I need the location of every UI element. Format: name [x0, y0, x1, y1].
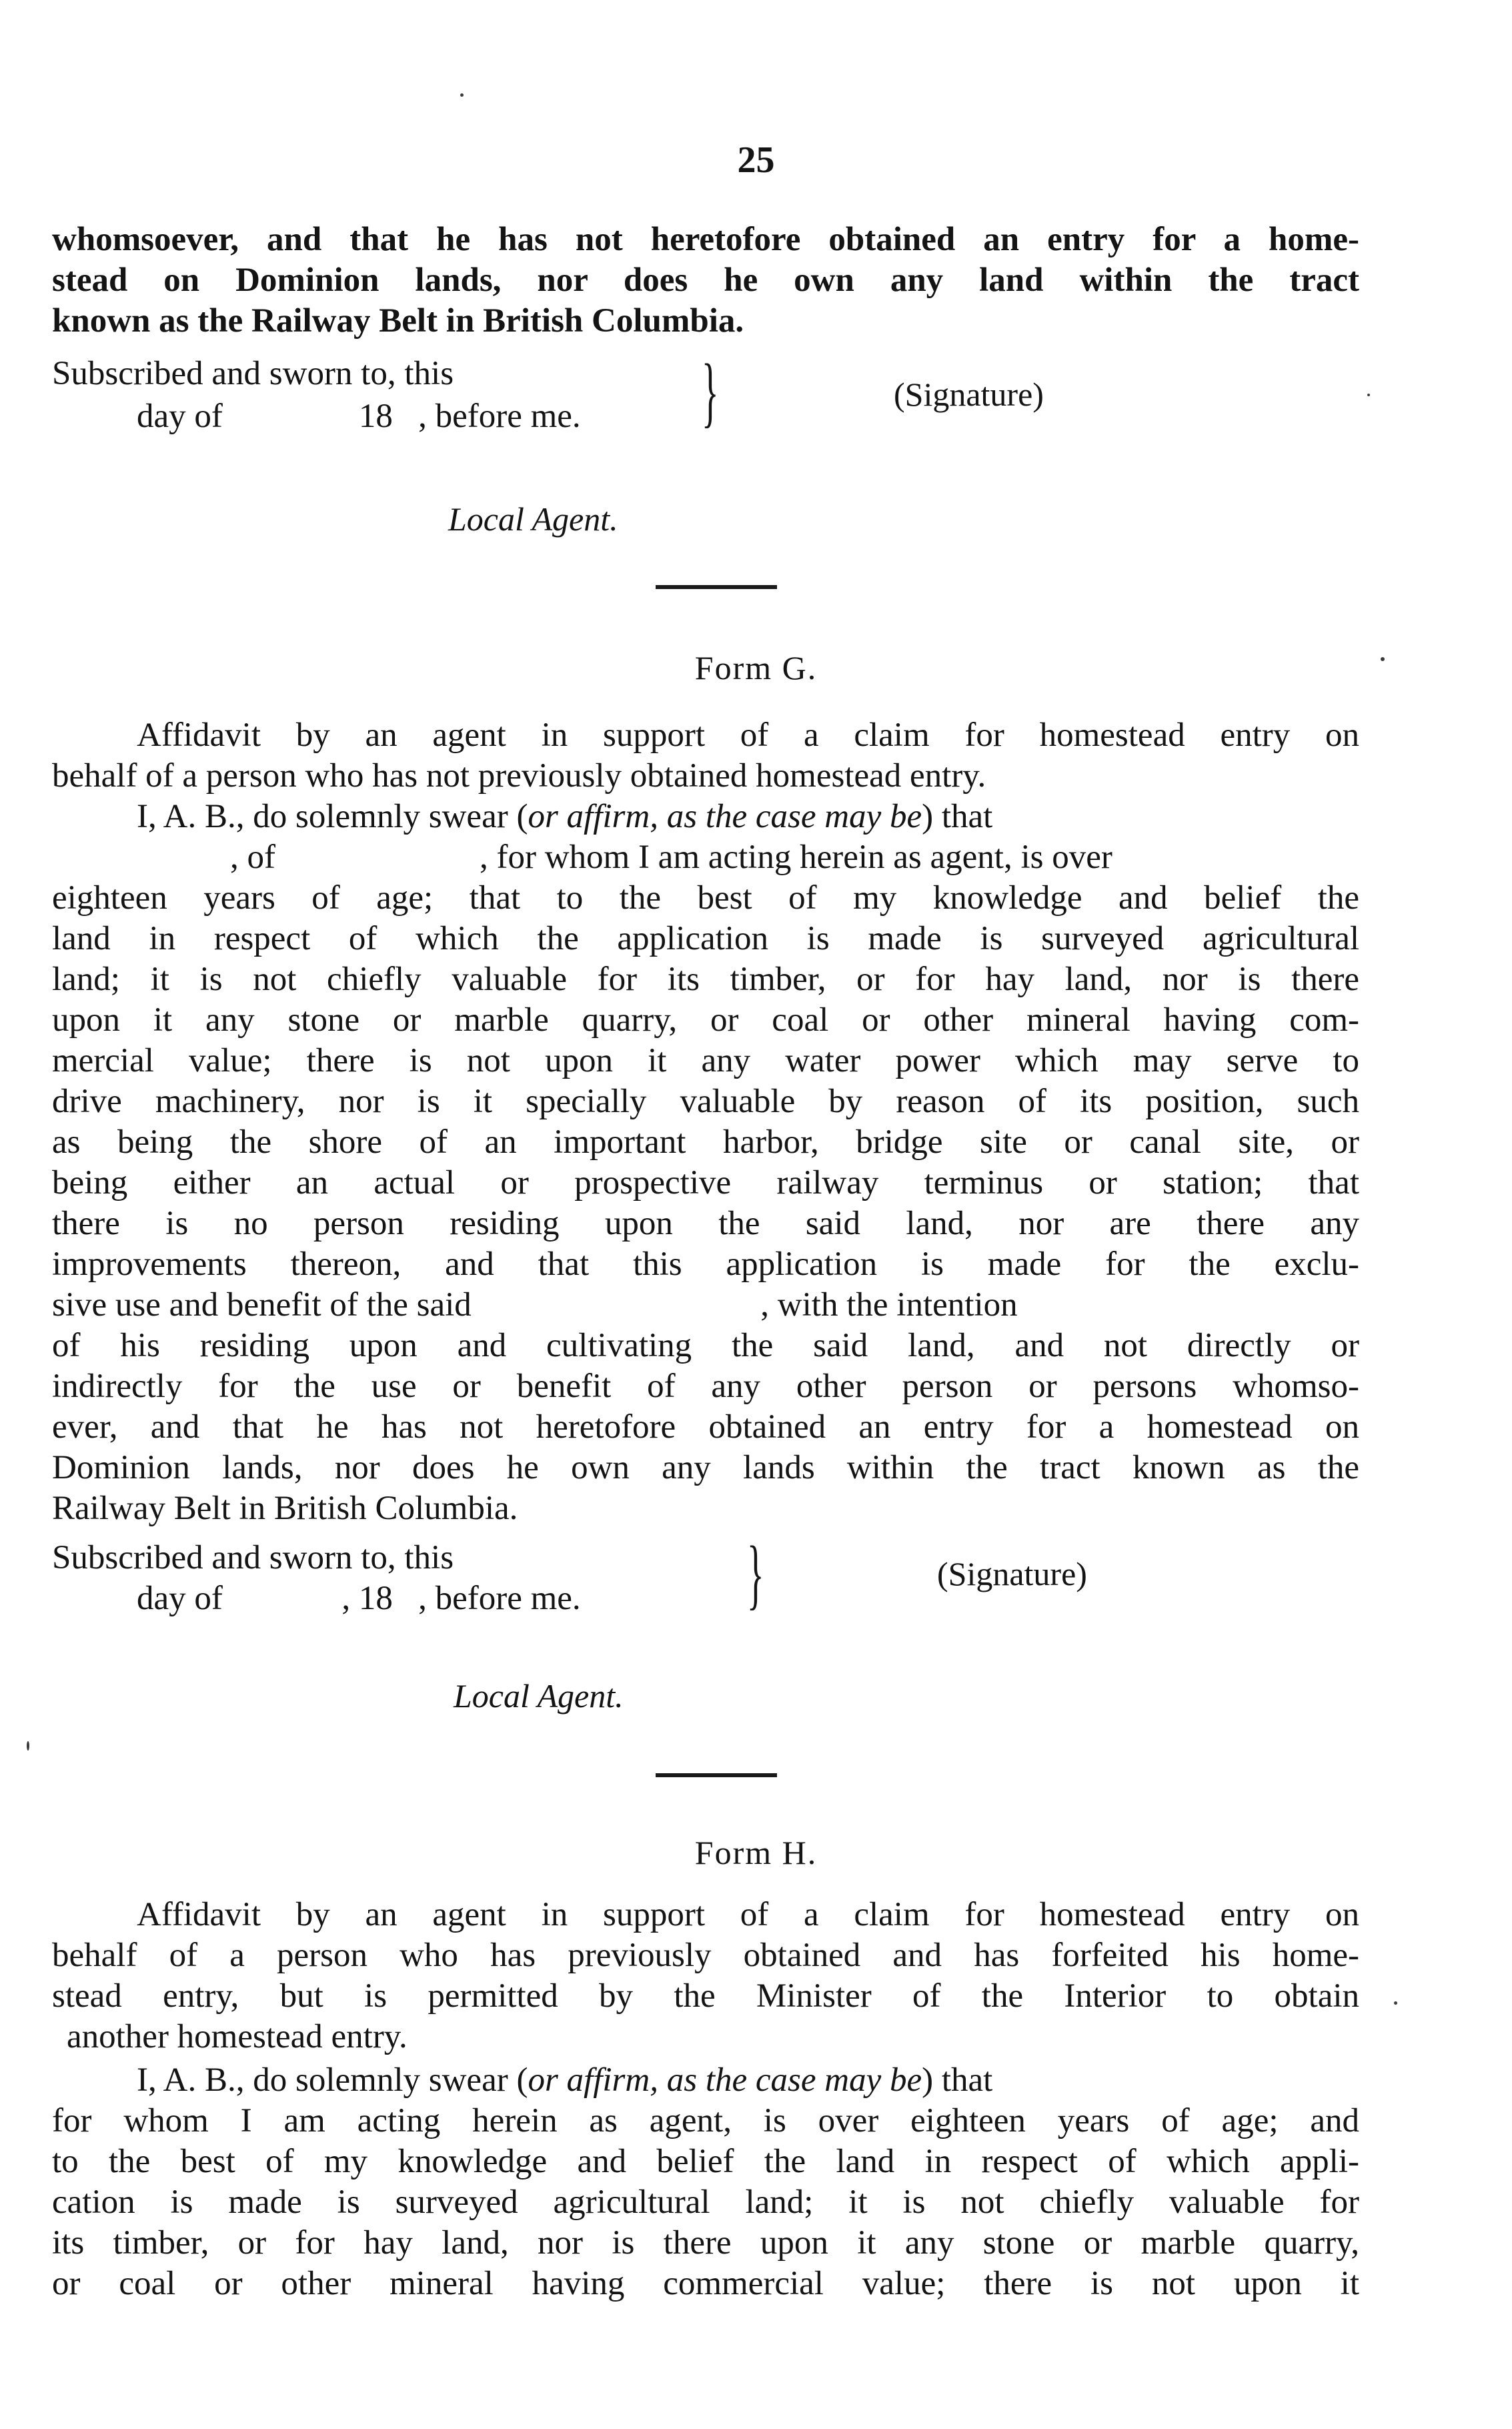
scan-speck: [1394, 2001, 1397, 2005]
form-h-body-line: to the best of my knowledge and belief the land in respect of which appli-: [52, 2143, 1359, 2180]
form-g-intro-line: behalf of a person who has not previously obtained homestead entry.: [52, 757, 986, 795]
page-number: 25: [737, 139, 775, 181]
section-divider: [656, 585, 777, 589]
form-h-intro-line: another homestead entry.: [67, 2018, 408, 2055]
form-h-oath-line: [137, 2060, 992, 2101]
form-g-body-line: ever, and that he has not heretofore obtained an entry for a homestead on: [52, 1408, 1359, 1446]
form-h-intro-line: stead entry, but is permitted by the Minister of the Interior to obtain: [52, 1977, 1359, 2015]
continuation-line: known as the Railway Belt in British Columbia.: [52, 302, 744, 340]
form-g-body-line: mercial value; there is not upon it any water power which may serve to: [52, 1042, 1359, 1079]
continuation-line: stead on Dominion lands, nor does he own any land within the tract: [52, 262, 1359, 299]
scan-speck: [27, 1741, 29, 1751]
form-h-body-line: for whom I am acting herein as agent, is over eighteen years of age; and: [52, 2102, 1359, 2139]
form-h-body-line: its timber, or for hay land, nor is there upon it any stone or marble quarry,: [52, 2224, 1359, 2262]
oath-italic: or affirm, as the case may be: [528, 798, 922, 835]
brace-glyph: }: [747, 1530, 764, 1617]
form-g-body-line: eighteen years of age; that to the best of my knowledge and belief the: [52, 879, 1359, 917]
jurat-line-1: Subscribed and sworn to, this: [52, 355, 454, 392]
form-h-heading: Form H.: [694, 1834, 818, 1871]
jurat-line-2: day of , 18 , before me.: [137, 1580, 581, 1617]
form-h-intro-line: Affidavit by an agent in support of a claim for homestead entry on: [137, 1896, 1359, 1933]
oath-italic: or affirm, as the case may be: [528, 2061, 922, 2099]
form-h-intro-line: behalf of a person who has previously obtained and has forfeited his home-: [52, 1937, 1359, 1974]
oath-suffix: ) that: [922, 2061, 993, 2099]
form-g-body-line: drive machinery, nor is it specially valuable by reason of its position, such: [52, 1083, 1359, 1120]
form-g-oath-line: [137, 797, 992, 837]
form-g-heading: Form G.: [694, 649, 818, 686]
form-g-intro-line: Affidavit by an agent in support of a claim for homestead entry on: [137, 716, 1359, 754]
scan-speck: [1381, 657, 1385, 661]
brace-glyph: }: [702, 348, 719, 435]
oath-suffix: ) that: [922, 798, 993, 835]
local-agent-label: Local Agent.: [448, 500, 618, 538]
form-h-body-line: or coal or other mineral having commercial value; there is not upon it: [52, 2265, 1359, 2302]
oath-prefix: I, A. B., do solemnly swear (: [137, 2061, 528, 2099]
form-g-body-line: upon it any stone or marble quarry, or coal or other mineral having com-: [52, 1001, 1359, 1039]
oath-prefix: I, A. B., do solemnly swear (: [137, 798, 528, 835]
jurat-line-1: Subscribed and sworn to, this: [52, 1539, 454, 1576]
form-g-body-line: indirectly for the use or benefit of any other person or persons whomso-: [52, 1368, 1359, 1405]
local-agent-label: Local Agent.: [454, 1677, 624, 1715]
continuation-line: whomsoever, and that he has not heretofore obtained an entry for a home-: [52, 221, 1359, 258]
signature-label: (Signature): [937, 1555, 1087, 1592]
scan-speck: [460, 93, 464, 97]
form-g-body-line: of his residing upon and cultivating the said land, and not directly or: [52, 1327, 1359, 1364]
form-g-body-line: Dominion lands, nor does he own any lands within the tract known as the: [52, 1449, 1359, 1486]
form-g-body-line: improvements thereon, and that this application is made for the exclu-: [52, 1246, 1359, 1283]
form-g-body-line: there is no person residing upon the said land, nor are there any: [52, 1205, 1359, 1242]
signature-label: (Signature): [894, 376, 1044, 413]
form-g-body-line: being either an actual or prospective railway terminus or station; that: [52, 1164, 1359, 1201]
form-g-body-line: land in respect of which the application is made is surveyed agricultural: [52, 920, 1359, 957]
form-h-body-line: cation is made is surveyed agricultural land; it is not chiefly valuable for: [52, 2183, 1359, 2221]
section-divider: [656, 1773, 777, 1777]
form-g-body-line: land; it is not chiefly valuable for its timber, or for hay land, nor is there: [52, 961, 1359, 998]
form-g-body-line: sive use and benefit of the said , with the intention: [52, 1286, 1018, 1324]
form-g-body-line: Railway Belt in British Columbia.: [52, 1490, 518, 1527]
scan-speck: [1367, 394, 1370, 396]
jurat-line-2: day of 18 , before me.: [137, 398, 581, 435]
form-g-body-line: as being the shore of an important harbor, bridge site or canal site, or: [52, 1123, 1359, 1161]
form-g-body-line: , of , for whom I am acting herein as agent, is over: [230, 839, 1112, 876]
